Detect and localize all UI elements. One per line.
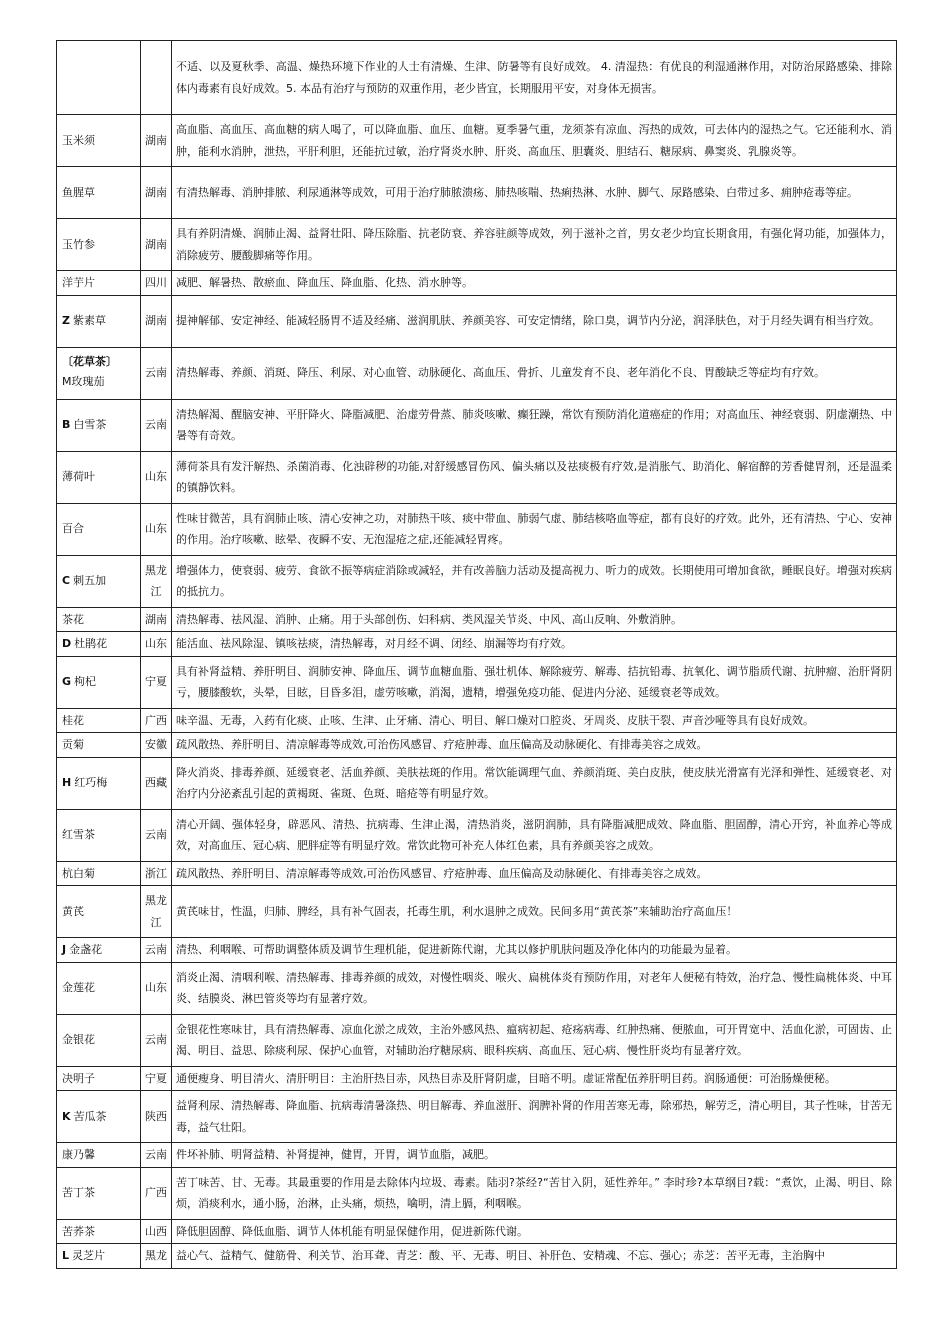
region-cell: 广西	[141, 1167, 172, 1219]
tea-name: 康乃馨	[62, 1148, 95, 1161]
efficacy-cell: 有清热解毒、消肿排脓、利尿通淋等成效，可用于治疗肺脓溃疡、肺热咳喘、热痢热淋、水肿、脚气、尿路感染、白带过多、痈肿疮毒等症。	[172, 167, 897, 219]
region-cell: 山东	[141, 451, 172, 503]
index-letter: C	[62, 574, 71, 588]
tea-name: 贡菊	[62, 738, 84, 751]
efficacy-cell: 益心气、益精气、健筋骨、利关节、治耳聋、青芝：酸、平、无毒、明目、补肝色、安精魂、不忘、强心；赤芝：苦平无毒，主治胸中	[172, 1244, 897, 1269]
efficacy-cell: 金银花性寒味甘，具有清热解毒、凉血化淤之成效，主治外感风热、瘟病初起、疮疡病毒、红肿热痛、便脓血，可开胃宽中、活血化淤，可固齿、止渴、明目、益思、除痰利尿、保护心血管，对辅助治疗糖尿病、眼科疾病、高血压、冠心病、慢性肝炎均有显著疗效。	[172, 1014, 897, 1066]
table-row	[57, 1066, 897, 1091]
tea-name-cell	[57, 41, 141, 115]
efficacy-cell: 增强体力，使衰弱、疲劳、食欲不振等病症消除或减轻，并有改善脑力活动及提高视力、听力的成效。长期使用可增加食欲，睡眠良好。增强对疾病的抵抗力。	[172, 555, 897, 607]
tea-name: 杜鹃花	[74, 637, 108, 650]
tea-name: 百合	[62, 522, 84, 536]
tea-name: 红巧梅	[74, 776, 108, 790]
tea-name-cell	[57, 399, 141, 451]
region-cell: 四川	[141, 271, 172, 296]
region-cell: 云南	[141, 809, 172, 861]
efficacy-cell: 具有补肾益精、养肝明目、润肺安神、降血压、调节血糖血脂、强壮机体、解除疲劳、解毒、拮抗铅毒、抗氧化、调节脂质代谢、抗肿瘤、治肝肾阴亏，腰膝酸软，头晕，目眩，目昏多泪，虚劳咳嗽，消渴，遗精，增强免疫功能、促进内分泌、延缓衰老等成效。	[172, 656, 897, 708]
tea-name-cell	[57, 708, 141, 733]
efficacy-cell: 益肾利尿、清热解毒、降血脂、抗病毒清暑涤热、明目解毒、养血滋肝、润脾补肾的作用苦寒无毒，除邪热，解劳乏，清心明目，其子性味，甘苦无毒，益气壮阳。	[172, 1091, 897, 1143]
tea-name: 苦瓜茶	[73, 1109, 107, 1123]
efficacy-cell: 消炎止渴、清咽利喉、清热解毒、排毒养颜的成效，对慢性咽炎、喉火、扁桃体炎有预防作用，对老年人便秘有特效，治疗急、慢性扁桃体炎、中耳炎、结膜炎、淋巴管炎等均有显著疗效。	[172, 962, 897, 1014]
efficacy-cell: 降火消炎、排毒养颜、延缓衰老、活血养颜、美肤祛斑的作用。常饮能调理气血、养颜消斑、美白皮肤，使皮肤光滑富有光泽和弹性、延缓衰老、对治疗内分泌紊乱引起的黄褐斑、雀斑、色斑、暗疮等有明显疗效。	[172, 757, 897, 809]
tea-name-cell	[57, 1244, 141, 1269]
table-row	[57, 1244, 897, 1269]
tea-name: 红雪茶	[62, 828, 95, 842]
tea-name: 玉竹参	[62, 237, 95, 251]
index-letter: B	[62, 418, 71, 432]
index-letter: G	[62, 675, 72, 689]
table-row	[57, 1167, 897, 1219]
tea-table	[56, 40, 897, 1269]
region-cell: 云南	[141, 938, 172, 963]
index-letter: H	[62, 776, 72, 790]
tea-name-cell	[57, 962, 141, 1014]
table-row	[57, 708, 897, 733]
tea-name-cell	[57, 656, 141, 708]
table-row	[57, 115, 897, 167]
tea-name-cell	[57, 861, 141, 886]
region-cell	[141, 41, 172, 115]
tea-name: 茶花	[62, 612, 84, 626]
tea-name-cell	[57, 607, 141, 632]
table-row	[57, 861, 897, 886]
herbal-tea-table	[56, 40, 896, 1269]
tea-name-cell	[57, 555, 141, 607]
region-cell: 云南	[141, 1014, 172, 1066]
efficacy-cell: 薄荷茶具有发汗解热、杀菌消毒、化浊辟秽的功能,对舒缓感冒伤风、偏头痛以及祛痰极有疗效,是消胀气、助消化、解宿醉的芳香健胃剂，还是温柔的镇静饮料。	[172, 451, 897, 503]
tea-name-cell	[57, 632, 141, 657]
efficacy-cell: 清热解毒、养颜、消斑、降压、利尿、对心血管、动脉硬化、高血压、骨折、儿童发育不良、老年消化不良、胃酸缺乏等症均有疗效。	[172, 347, 897, 399]
index-letter: J	[62, 943, 67, 956]
category-label: 〔花草茶〕	[62, 355, 117, 369]
table-row	[57, 962, 897, 1014]
table-row	[57, 938, 897, 963]
tea-name: M玫瑰茄	[62, 375, 105, 389]
efficacy-cell: 黄芪味甘，性温，归肺、脾经，具有补气固表，托毒生肌，利水退肿之成效。民间多用“黄芪茶”来辅助治疗高血压！	[172, 886, 897, 938]
region-cell: 山西	[141, 1219, 172, 1244]
region-cell: 陕西	[141, 1091, 172, 1143]
tea-name: 苦荞茶	[62, 1224, 95, 1238]
region-cell: 广西	[141, 708, 172, 733]
region-cell: 黑龙	[141, 1244, 172, 1269]
region-cell: 云南	[141, 347, 172, 399]
tea-name: 杭白菊	[62, 866, 95, 880]
table-row	[57, 1091, 897, 1143]
efficacy-cell: 清热解毒、祛风湿、消肿、止痛。用于头部创伤、妇科病、类风湿关节炎、中风、高山反响、外敷消肿。	[172, 607, 897, 632]
tea-name: 灵芝片	[72, 1249, 106, 1262]
tea-name-cell	[57, 347, 141, 399]
tea-name-cell	[57, 733, 141, 758]
efficacy-cell: 能活血、祛风除湿、镇咳祛痰，清热解毒，对月经不调、闭经、崩漏等均有疗效。	[172, 632, 897, 657]
tea-name-cell	[57, 167, 141, 219]
table-row	[57, 733, 897, 758]
region-cell: 宁夏	[141, 656, 172, 708]
table-row	[57, 656, 897, 708]
index-letter: Z	[62, 314, 70, 328]
index-letter: L	[62, 1249, 70, 1262]
index-letter: K	[62, 1109, 71, 1123]
tea-name: 紫素草	[72, 314, 106, 328]
tea-name: 洋芋片	[62, 276, 95, 289]
efficacy-cell: 提神解郁、安定神经、能减轻肠胃不适及经痛、滋润肌肤、养颜美容、可安定情绪，除口臭，调节内分泌，润泽肤色，对于月经失调有相当疗效。	[172, 295, 897, 347]
tea-name: 金莲花	[62, 981, 95, 995]
region-cell: 山东	[141, 962, 172, 1014]
region-cell: 湖南	[141, 167, 172, 219]
tea-name: 玉米须	[62, 133, 95, 147]
table-row	[57, 757, 897, 809]
tea-name-cell	[57, 451, 141, 503]
table-row	[57, 167, 897, 219]
tea-name-cell	[57, 809, 141, 861]
region-cell: 浙江	[141, 861, 172, 886]
tea-name-cell	[57, 1014, 141, 1066]
tea-name: 枸杞	[74, 675, 97, 689]
efficacy-cell: 味辛温、无毒，入药有化痰、止咳、生津、止牙痛、清心、明目、解口燥对口腔炎、牙周炎、皮肤干裂、声音沙哑等具有良好成效。	[172, 708, 897, 733]
region-cell: 云南	[141, 399, 172, 451]
efficacy-cell: 疏风散热、养肝明目、清凉解毒等成效,可治伤风感冒、疗疮肿毒、血压偏高及动脉硬化、有排毒美容之成效。	[172, 861, 897, 886]
table-row	[57, 886, 897, 938]
table-row	[57, 1143, 897, 1168]
table-row	[57, 399, 897, 451]
tea-name-cell	[57, 886, 141, 938]
region-cell: 山东	[141, 632, 172, 657]
efficacy-cell: 苦丁味苦、甘、无毒。其最重要的作用是去除体内垃圾、毒素。陆羽?茶经?“苦甘入阴，延性养年。” 李时珍?本草纲目?载：“煮饮，止渴、明目、除烦，消痰利水，通小肠，治淋，止头痛，烦热，噙明，清上膈，利咽喉。	[172, 1167, 897, 1219]
efficacy-cell: 具有养阴清燥、润肺止渴、益肾壮阳、降压除脂、抗老防衰、养容驻颜等成效，列于滋补之首，男女老少均宜长期食用，有强化肾功能，加强体力，消除疲劳、腰酸脚痛等作用。	[172, 219, 897, 271]
tea-name: 薄荷叶	[62, 470, 95, 484]
region-cell: 安徽	[141, 733, 172, 758]
table-body	[57, 41, 897, 1269]
tea-name: 白雪茶	[73, 418, 107, 432]
region-cell: 湖南	[141, 295, 172, 347]
table-row	[57, 219, 897, 271]
tea-name: 桂花	[62, 713, 84, 727]
table-row	[57, 503, 897, 555]
tea-name: 黄芪	[62, 904, 84, 918]
tea-name-cell	[57, 271, 141, 296]
index-letter: D	[62, 637, 72, 650]
region-cell: 云南	[141, 1143, 172, 1168]
table-row	[57, 1014, 897, 1066]
table-row	[57, 632, 897, 657]
tea-name-cell	[57, 503, 141, 555]
efficacy-cell: 清心开阔、强体轻身，辟恶风、清热、抗病毒、生津止渴，清热消炎，滋阴润肺，具有降脂减肥成效、降血脂、胆固醇，清心开窍，补血养心等成效，对高血压、冠心病、肥胖症等有明显疗效。常饮此物可补充人体红色素，具有养颜美容之成效。	[172, 809, 897, 861]
efficacy-cell: 清热、利咽喉、可帮助调整体质及调节生理机能，促进新陈代谢，尤其以修护肌肤问题及净化体内的功能最为显着。	[172, 938, 897, 963]
tea-name-cell	[57, 1219, 141, 1244]
tea-name-cell	[57, 1167, 141, 1219]
region-cell: 黑龙江	[141, 886, 172, 938]
tea-name: 金银花	[62, 1033, 95, 1047]
tea-name-cell	[57, 1143, 141, 1168]
tea-name-cell	[57, 219, 141, 271]
region-cell: 宁夏	[141, 1066, 172, 1091]
tea-name-cell	[57, 295, 141, 347]
tea-name-cell	[57, 938, 141, 963]
efficacy-cell: 降低胆固醇、降低血脂、调节人体机能有明显保健作用，促进新陈代谢。	[172, 1219, 897, 1244]
efficacy-cell: 性味甘微苦，具有润肺止咳、清心安神之功，对肺热干咳、痰中带血、肺弱气虚、肺结核咯血等症，都有良好的疗效。此外，还有清热、宁心、安神的作用。治疗咳嗽、眩晕、夜瞬不安、无泡湿疮之症,还能减轻胃疼。	[172, 503, 897, 555]
region-cell: 黑龙江	[141, 555, 172, 607]
efficacy-cell: 件坏补肺、明肾益精、补肾提神，健胃，开胃，调节血脂，减肥。	[172, 1143, 897, 1168]
tea-name: 鱼腥草	[62, 185, 95, 199]
table-row	[57, 271, 897, 296]
table-row	[57, 451, 897, 503]
tea-name: 决明子	[62, 1071, 95, 1085]
table-row	[57, 295, 897, 347]
tea-name-cell	[57, 115, 141, 167]
efficacy-cell: 清热解渴、醒脑安神、平肝降火、降脂减肥、治虚劳骨蒸、肺炎咳嗽、癫狂躁，常饮有预防消化道癌症的作用；对高血压、神经衰弱、阴虚潮热、中暑等有奇效。	[172, 399, 897, 451]
efficacy-cell: 疏风散热、养肝明目、清凉解毒等成效,可治伤风感冒、疗疮肿毒、血压偏高及动脉硬化、有排毒美容之成效。	[172, 733, 897, 758]
table-row	[57, 607, 897, 632]
tea-name-cell	[57, 1066, 141, 1091]
efficacy-cell: 不适、以及夏秋季、高温、燥热环境下作业的人士有清燥、生津、防暑等有良好成效。 4. 清湿热：有优良的利湿通淋作用，对防治尿路感染、排除体内毒素有良好成效。5. 本品有治疗与预防的双重作用，老少皆宜，长期服用平安，对身体无损害。	[172, 41, 897, 115]
region-cell: 湖南	[141, 219, 172, 271]
region-cell: 山东	[141, 503, 172, 555]
table-row	[57, 347, 897, 399]
tea-name: 苦丁茶	[62, 1186, 95, 1200]
efficacy-cell: 高血脂、高血压、高血糖的病人喝了，可以降血脂、血压、血糖。夏季暑气重，龙须茶有凉血、泻热的成效，可去体内的湿热之气。它还能利水、消肿，能利水消肿，泄热，平肝利胆，还能抗过敏，治疗肾炎水肿、肝炎、高血压、胆囊炎、胆结石、糖尿病、鼻窦炎、乳腺炎等。	[172, 115, 897, 167]
region-cell: 西藏	[141, 757, 172, 809]
region-cell: 湖南	[141, 607, 172, 632]
table-row	[57, 41, 897, 115]
efficacy-cell: 通便瘦身、明目清火、清肝明目：主治肝热目赤，风热目赤及肝肾阴虚，目暗不明。虚证常配伍养肝明目药。润肠通便：可治肠燥便秘。	[172, 1066, 897, 1091]
efficacy-cell: 减肥、解暑热、散瘀血、降血压、降血脂、化热、消水肿等。	[172, 271, 897, 296]
tea-name: 刺五加	[73, 574, 107, 588]
table-row	[57, 555, 897, 607]
tea-name-cell	[57, 1091, 141, 1143]
tea-name-cell	[57, 757, 141, 809]
region-cell: 湖南	[141, 115, 172, 167]
table-row	[57, 809, 897, 861]
table-row	[57, 1219, 897, 1244]
tea-name: 金盏花	[69, 943, 103, 956]
